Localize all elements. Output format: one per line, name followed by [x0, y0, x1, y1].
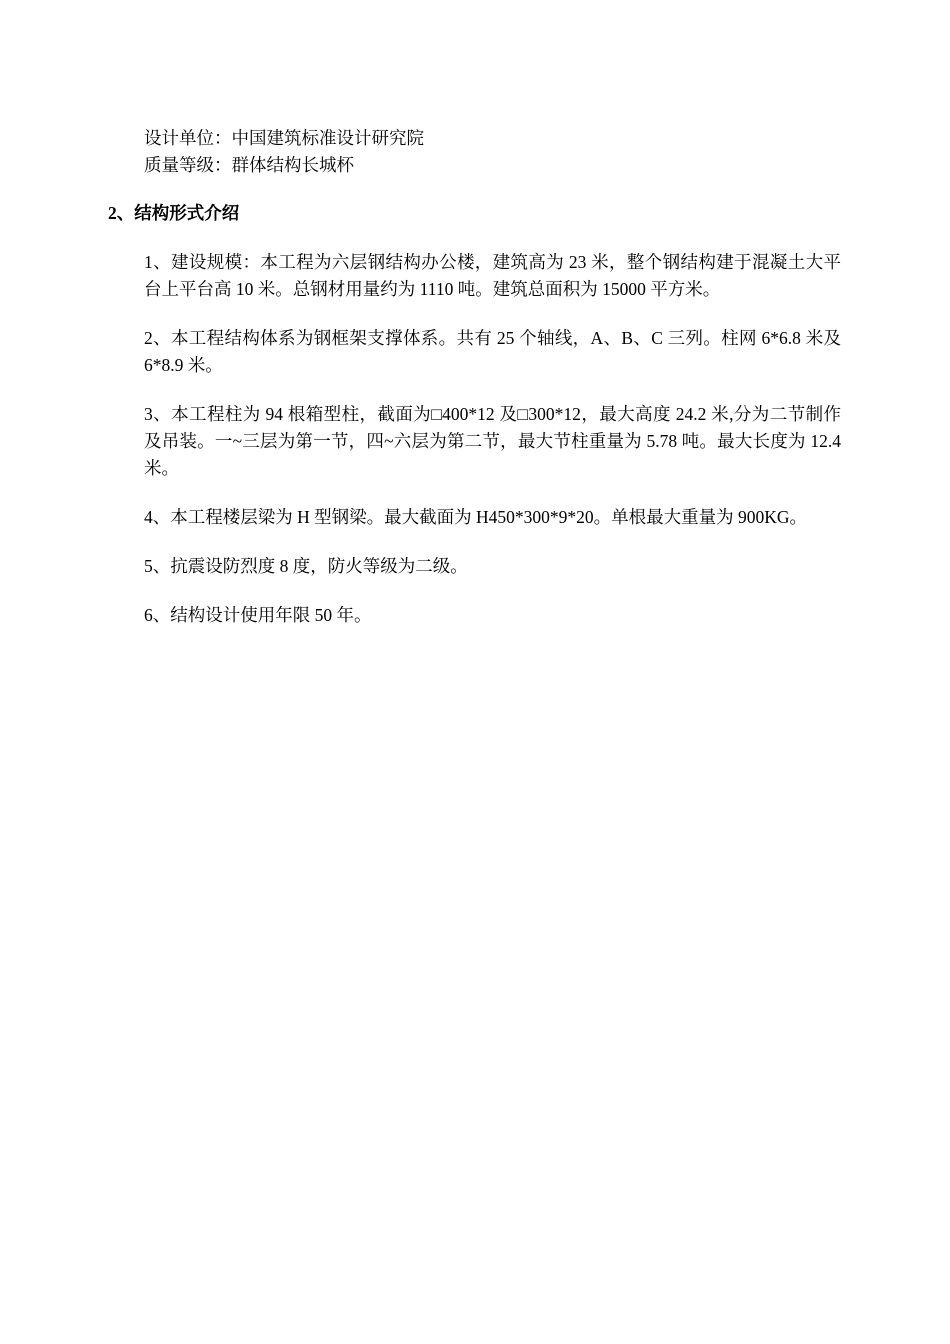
paragraph-structural-system: 2、本工程结构体系为钢框架支撑体系。共有 25 个轴线，A、B、C 三列。柱网 6*6.8 米及 6*8.9 米。 [144, 328, 841, 375]
paragraph-floor-beams: 4、本工程楼层梁为 H 型钢梁。最大截面为 H450*300*9*20。单根最大重量为 900KG。 [144, 507, 808, 527]
paragraph-design-life: 6、结构设计使用年限 50 年。 [144, 605, 372, 625]
paragraph-columns: 3、本工程柱为 94 根箱型柱，截面为□400*12 及□300*12，最大高度 24.2 米,分为二节制作及吊装。一~三层为第一节，四~六层为第二节，最大节柱重量为 5.78 吨。最大长度为 12.4 米。 [144, 404, 841, 478]
quality-level-line: 质量等级：群体结构长城杯 [144, 155, 354, 175]
paragraph-construction-scale: 1、建设规模：本工程为六层钢结构办公楼，建筑高为 23 米，整个钢结构建于混凝土大平台上平台高 10 米。总钢材用量约为 1110 吨。建筑总面积为 15000 平方米。 [144, 252, 841, 299]
structure-description [144, 249, 841, 651]
section-heading: 2、结构形式介绍 [108, 203, 240, 223]
project-info-block [144, 125, 844, 179]
design-unit-line: 设计单位：中国建筑标准设计研究院 [144, 128, 424, 148]
paragraph-seismic-fire: 5、抗震设防烈度 8 度，防火等级为二级。 [144, 556, 468, 576]
